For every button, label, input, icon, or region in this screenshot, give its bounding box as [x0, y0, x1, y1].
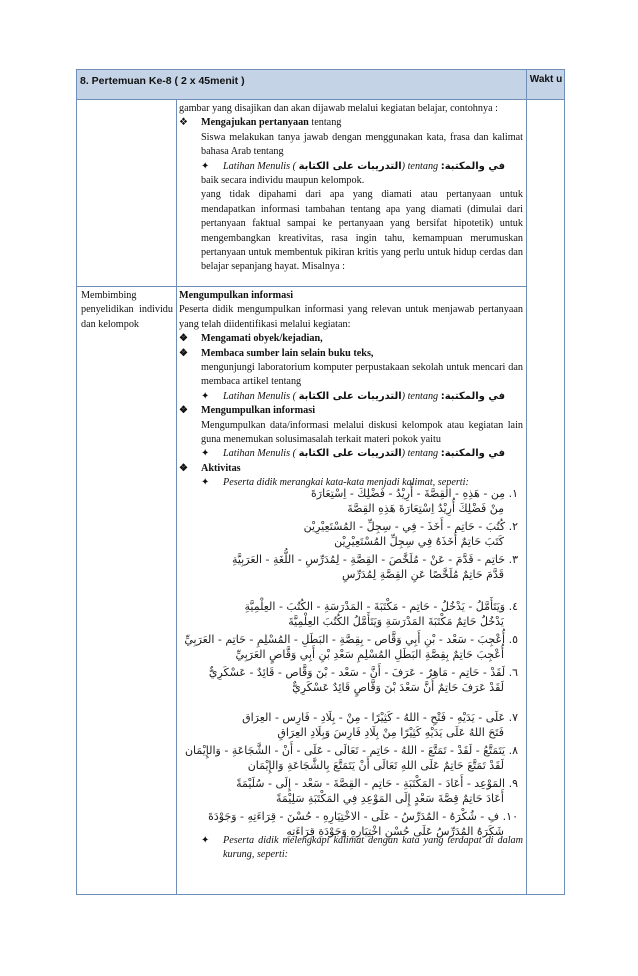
list-item [179, 462, 523, 476]
latihan-mid: ) tentang [401, 390, 439, 402]
section-title: Mengumpulkan informasi [179, 290, 294, 301]
row2-content [179, 289, 523, 491]
completion-text: Peserta didik melengkapi kalimat dengan kata yang terdapat di dalam kurung, seperti: [223, 835, 523, 861]
after-text-1: baik secara individu maupun kelompok. [201, 175, 365, 187]
section-desc: Peserta didik mengumpulkan informasi yang relevan untuk menjawab pertanyaan yang telah diidentifikasi melalui kegiatan: [179, 304, 523, 330]
completion-line [179, 834, 523, 863]
activity-text: Peserta didik merangkai kata-kata menjadi kalimat, seperti: [223, 477, 469, 489]
item-title-rest: tentang [308, 117, 342, 129]
meeting-title: 8. Pertemuan Ke-8 ( 2 x 45menit ) [80, 75, 245, 87]
row1-content [179, 102, 523, 275]
column-divider-left [176, 100, 177, 894]
star-bullet-icon: ✦ [201, 448, 210, 460]
latihan-mid: ) tentang [401, 160, 439, 172]
latihan-prefix: Latihan Menulis ( [223, 448, 297, 460]
star-bullet-icon: ✦ [201, 390, 210, 402]
latihan-mid: ) tentang [401, 448, 439, 460]
list-item [179, 332, 523, 346]
bullet-text: Membaca sumber lain selain buku teks, [201, 347, 374, 359]
table-header [77, 70, 564, 100]
item-description: Siswa melakukan tanya jawab dengan menggunakan kata, frasa dan kalimat bahasa Arab tentang [201, 131, 523, 158]
bullet-text: Mengumpulkan informasi [201, 405, 316, 417]
diamond-bullet-icon: ❖ [179, 117, 188, 129]
bullet-desc: Mengumpulkan data/informasi melalui diskusi kelompok atau kegiatan lain guna menemukan solusimasalah terkait materi pokok yaitu [201, 419, 523, 446]
latihan-arabic: التدريبات على الكتابة [298, 448, 402, 460]
bullet-text: Mengamati obyek/kejadian, [201, 333, 323, 345]
exercise-words: ٨. يَتَمَتَّعُ - لَقَدْ - تَمَتَّعَ - اللهُ - حَاتِم - تَعَالَى - عَلَى - أَنْ - الشَّجَاعَةِ - وَالإِيْمَان [184, 744, 518, 757]
list-item [179, 404, 523, 418]
exercise-words: ١٠. فِ - شُكْرَهُ - المُدَرِّسُ - عَلَى - الاخْتِيَارِهِ - حُسْنَ - قِرَاءَتِهِ - وَجَوْدَةَ [208, 810, 518, 823]
latihan-line [179, 447, 523, 461]
exercise-answer: لَقَدْ تَمَتَّعَ حَاتِمٌ عَلَى اللهِ تَعَالَى أَنْ يَتَمَتَّعَ بِالشَّجَاعَةِ وَالإِيْمَان [247, 759, 504, 772]
exercise-answer: مِنْ فَضْلِكَ أُرِيْدُ اِسْتِعَارَةَ هَذِهِ القِصَّةَ [347, 502, 504, 515]
list-item [179, 116, 523, 130]
exercise-answer: فَتَحَ اللهُ عَلَى يَدَيْهِ كَثِيْرًا مِنْ بِلَادِ فَارِسَ وَبِلَادِ العِرَاقِ [277, 726, 504, 739]
latihan-prefix: Latihan Menulis ( [223, 160, 297, 172]
exercise-words: ٢. كُتُبَ - حَاتِم - أَخَذَ - فِي - سِجِلِّ - المُسْتَعِيْرِيْن [303, 520, 518, 533]
item-title: Mengajukan pertanyaan [201, 117, 309, 129]
intro-text: gambar yang disajikan dan akan dijawab melalui kegiatan belajar, contohnya : [179, 103, 498, 114]
waktu-header: Wakt u [529, 74, 563, 85]
arabic-exercise-image [184, 485, 518, 838]
latihan-line [179, 160, 523, 174]
after-text-2: yang tidak dipahami dari apa yang diamati atau pertanyaan untuk mendapatkan informasi tambahan tentang apa yang diamati (dimulai dari pertanyaan faktual sampai ke pertanyaan yang bersifat hipotetik) untuk mengembangkan kreativitas, rasa ingin tahu, kemampuan merumuskan pertanyaan untuk membentuk pikiran kritis yang perlu untuk hidup cerdas dan belajar sepanjang hayat. Misalnya : [201, 189, 523, 273]
exercise-answer: أَعَادَ حَاتِمٌ قِصَّةَ سَعْدٍ إِلَى المَوْعِدِ فِي المَكْتَبَةِ سَلِيْمَةً [276, 792, 504, 805]
latihan-arabic-topic: في والمكتبة: [440, 390, 505, 402]
header-divider [526, 70, 527, 100]
latihan-arabic-topic: في والمكتبة: [440, 160, 505, 172]
exercise-answer: قَدَّمَ حَاتِمٌ مُلَخَّصًا عَنِ القِصَّةِ لِمُدَرِّسِ [342, 568, 504, 581]
row-divider [77, 286, 526, 287]
latihan-prefix: Latihan Menulis ( [223, 390, 297, 402]
exercise-words: ٧. عَلَى - يَدَيْهِ - فَتْحِ - اللهُ - كَثِيْرًا - مِنْ - بِلَادِ - فَارِس - العِرَاق [242, 711, 518, 724]
bullet-text: Aktivitas [201, 462, 241, 474]
exercise-answer: يَدْخُلُ حَاتِمٌ مَكْتَبَةَ المَدْرَسَةِ وَيَتَأَمَّلُ الكُتُبَ العِلْمِيَّةَ [288, 615, 504, 628]
diamond-bullet-icon: ❖ [179, 405, 188, 417]
diamond-bullet-icon: ❖ [179, 347, 188, 359]
column-divider-right [526, 100, 527, 894]
exercise-words: ٥. أُعْجِبَ - سَعْد - بْنِ أَبِي وَقَّاص - بِقِصَّةِ - البَطَلِ - المُسْلِمِ - حَاتِم - العَرَبِيِّ [184, 633, 518, 646]
exercise-words: ٤. وَيَتَأَمَّلُ - يَدْخُلُ - حَاتِم - مَكْتَبَةَ - المَدْرَسَةِ - الكُتُبَ - العِلْمِيَّةِ [244, 600, 518, 613]
star-bullet-icon: ✦ [201, 835, 210, 846]
latihan-line [179, 390, 523, 404]
exercise-answer: كَتَبَ حَاتِمٌ أَخَذَهُ فِي سِجِلِّ المُسْتَعِيْرِيْن [334, 535, 504, 548]
latihan-arabic: التدريبات على الكتابة [298, 160, 402, 172]
latihan-arabic: التدريبات على الكتابة [298, 390, 402, 402]
latihan-arabic-topic: في والمكتبة: [440, 448, 505, 460]
exercise-answer: شَكَرَهُ المُدَرِّسُ عَلَى حُسْنِ اخْتِيَارِهِ وَجَوْدَةِ قِرَاءَتِهِ [286, 825, 504, 838]
star-bullet-icon: ✦ [201, 160, 210, 172]
exercise-words: ٣. حَاتِم - قَدَّمَ - عَنْ - مُلَخَّصَ - القِصَّةِ - لِمُدَرِّسِ - اللُّغَةِ - العَرَبِيَّةِ [231, 553, 518, 566]
list-item [179, 347, 523, 361]
exercise-answer: لَقَدْ عَرَفَ حَاتِمٌ أَنَّ سَعْدَ بْنَ وَقَّاصٍ قَائِدٌ عَسْكَرِيٌّ [292, 681, 504, 694]
exercise-words: ٦. لَقَدْ - حَاتِم - مَاهِرٌ - عَرَفَ - أَنَّ - سَعْد - بْنَ وَقَّاص - قَائِدٌ - عَسْكَرِيٌّ [208, 666, 518, 679]
exercise-answer: أُعْجِبَ حَاتِمٌ بِقِصَّةِ البَطَلِ المُسْلِمِ سَعْدِ بْنِ أَبِي وَقَّاصٍ العَرَبِيِّ [235, 648, 504, 661]
star-bullet-icon: ✦ [201, 477, 210, 489]
exercise-words: ٩. المَوْعِد - أَعَادَ - المَكْتَبَةِ - حَاتِم - القِصَّةَ - سَعْد - إِلَى - سُلَيْمَةً [236, 777, 518, 790]
bullet-desc: mengunjungi laboratorium komputer perpustakaan sekolah untuk mencari dan membaca artikel tentang [201, 362, 523, 388]
diamond-bullet-icon: ❖ [179, 333, 188, 345]
activity-label: Membimbing penyelidikan individu dan kelompok [81, 290, 173, 330]
diamond-bullet-icon: ❖ [179, 462, 188, 474]
exercise-words: ١. مِن - هَذِهِ - القِصَّةَ - أُرِيْدُ - فَضْلِكَ - اِسْتِعَارَةَ [311, 487, 518, 500]
